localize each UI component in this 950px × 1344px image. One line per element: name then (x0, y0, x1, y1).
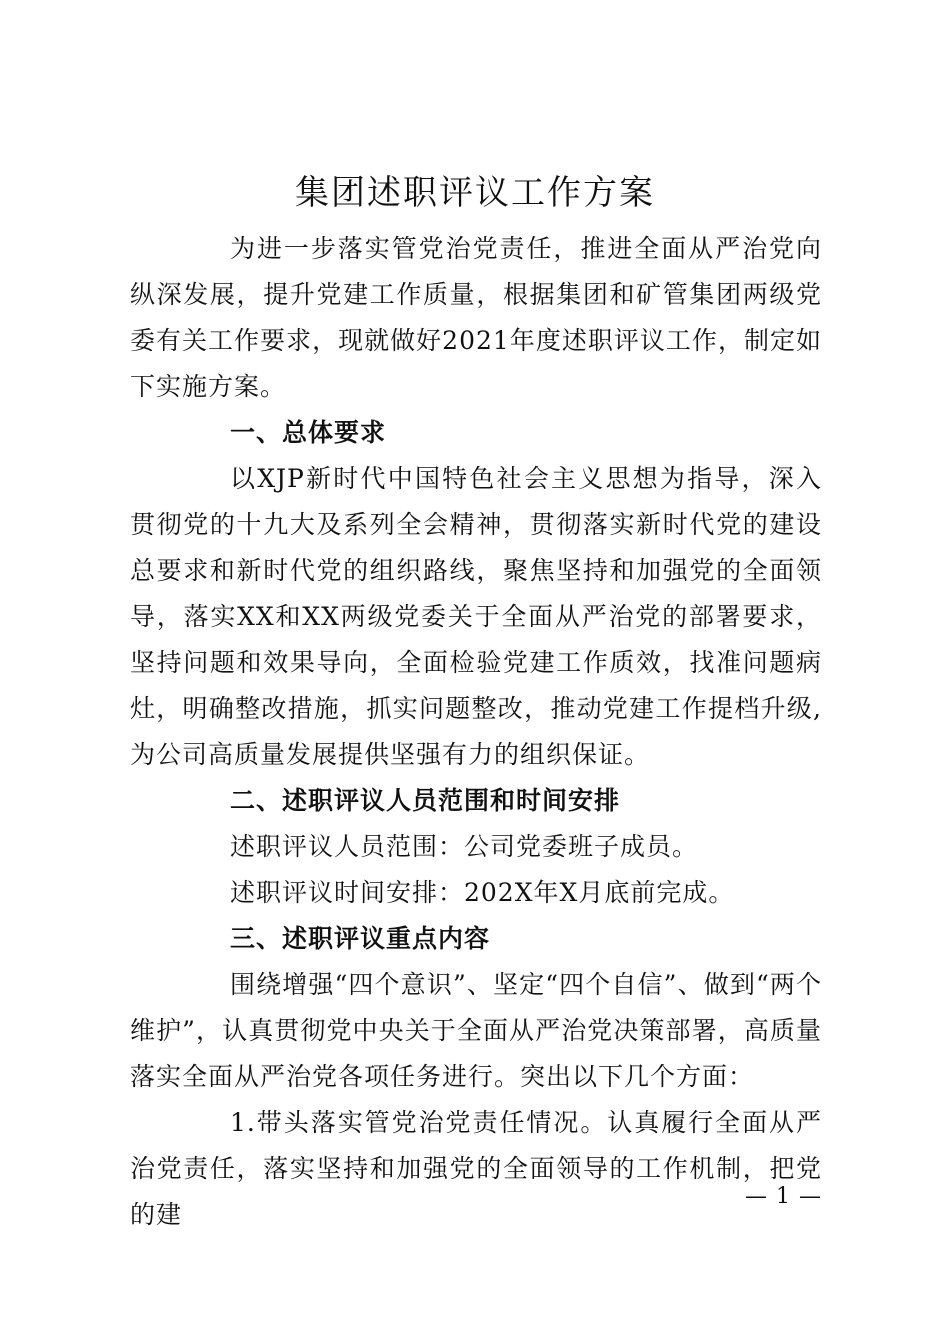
document-body (130, 226, 822, 1238)
paragraph: 述职评议时间安排：202X年X月底前完成。 (230, 878, 735, 907)
paragraph: 以XJP新时代中国特色社会主义思想为指导，深入贯彻党的十九大及系列全会精神，贯彻落实新时代党的建设总要求和新时代党的组织路线，聚焦坚持和加强党的全面领导，落实XX和XX两级党委关于全面从严治党的部署要求，坚持问题和效果导向，全面检验党建工作质效，找准问题病灶，明确整改措施，抓实问题整改，推动党建工作提档升级,为公司高质量发展提供坚强有力的组织保证。 (130, 464, 822, 769)
paragraph: 为进一步落实管党治党责任，推进全面从严治党向纵深发展，提升党建工作质量，根据集团和矿管集团两级党委有关工作要求，现就做好2021年度述职评议工作，制定如下实施方案。 (130, 234, 822, 401)
section-heading: 二、述职评议人员范围和时间安排 (230, 786, 621, 815)
paragraph: 述职评议人员范围：公司党委班子成员。 (230, 832, 699, 861)
section-heading: 三、述职评议重点内容 (230, 924, 491, 953)
paragraph: 1.带头落实管党治党责任情况。认真履行全面从严治党责任，落实坚持和加强党的全面领导的工作机制，把党的建 (130, 1108, 822, 1229)
section-heading: 一、总体要求 (230, 418, 387, 447)
document-title: 集团述职评议工作方案 (295, 173, 655, 213)
page-number: — 1 — (745, 1184, 822, 1209)
paragraph: 围绕增强“四个意识”、坚定“四个自信”、做到“两个维护”，认真贯彻党中央关于全面从严治党决策部署，高质量落实全面从严治党各项任务进行。突出以下几个方面： (130, 970, 822, 1091)
